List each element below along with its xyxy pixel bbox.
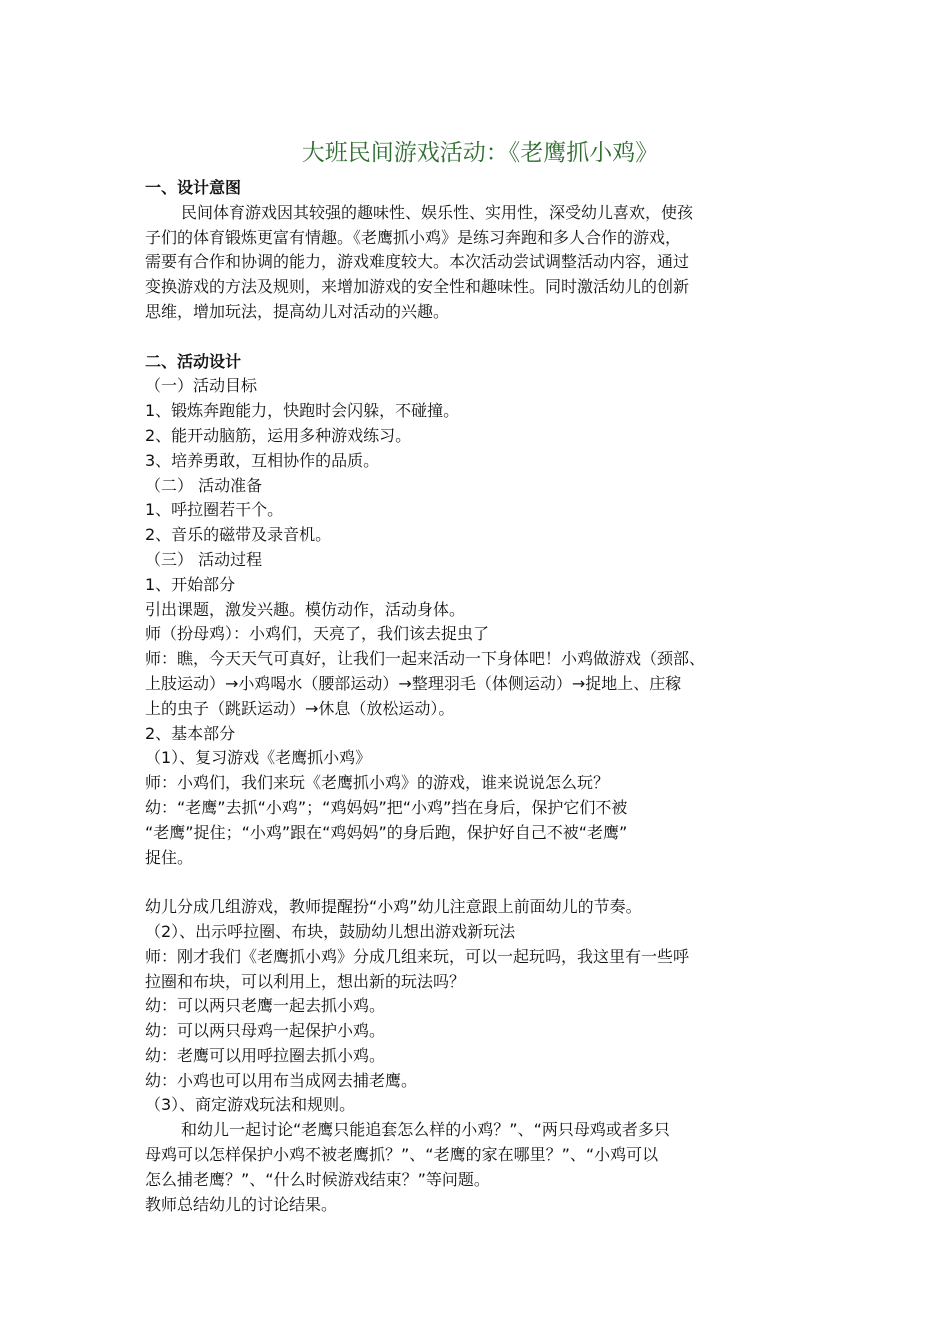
- section-heading-activity-design: 二、活动设计: [145, 351, 242, 371]
- paragraph-line: （1）、复习游戏《老鹰抓小鸡》: [145, 748, 372, 768]
- list-item: 1、呼拉圈若干个。: [145, 500, 284, 520]
- paragraph-line: 幼：“老鹰”去抓“小鸡”；“鸡妈妈”把“小鸡”挡在身后，保护它们不被: [145, 797, 628, 817]
- paragraph-line: 民间体育游戏因其较强的趣味性、娱乐性、实用性，深受幼儿喜欢，使孩: [181, 202, 694, 222]
- subheading-goals: （一）活动目标: [145, 376, 258, 396]
- subheading-process: （三） 活动过程: [145, 549, 263, 569]
- paragraph-line: 幼：可以两只老鹰一起去抓小鸡。: [145, 996, 386, 1016]
- paragraph-line: 师：刚才我们《老鹰抓小鸡》分成几组来玩，可以一起玩吗，我这里有一些呼: [145, 946, 690, 966]
- paragraph-line: 2、基本部分: [145, 723, 236, 743]
- paragraph-line: 幼儿分成几组游戏，教师提醒扮“小鸡”幼儿注意跟上前面幼儿的节奏。: [145, 897, 642, 917]
- list-item: 2、音乐的磁带及录音机。: [145, 525, 332, 545]
- paragraph-line: 师（扮母鸡）：小鸡们，天亮了，我们该去捉虫了: [145, 624, 490, 644]
- page-title: 大班民间游戏活动：《老鹰抓小鸡》: [301, 140, 659, 166]
- subheading-preparation: （二） 活动准备: [145, 475, 263, 495]
- paragraph-line: 子们的体育锻炼更富有情趣。《老鹰抓小鸡》是练习奔跑和多人合作的游戏，: [145, 227, 682, 247]
- list-item: 1、锻炼奔跑能力，快跑时会闪躲，不碰撞。: [145, 401, 460, 421]
- list-item: 2、能开动脑筋，运用多种游戏练习。: [145, 425, 412, 445]
- paragraph-line: 上的虫子（跳跃运动）→休息（放松运动）。: [145, 698, 455, 718]
- paragraph-line: 和幼儿一起讨论“老鹰只能追套怎么样的小鸡？”、“两只母鸡或者多只: [181, 1120, 670, 1140]
- paragraph-line: 教师总结幼儿的讨论结果。: [145, 1194, 338, 1214]
- paragraph-line: 怎么捕老鹰？”、“什么时候游戏结束？”等问题。: [145, 1169, 490, 1189]
- document-page: [145, 136, 815, 1217]
- paragraph-line: 思维，增加玩法，提高幼儿对活动的兴趣。: [145, 301, 450, 321]
- paragraph-line: 拉圈和布块，可以利用上，想出新的玩法吗？: [145, 971, 466, 991]
- paragraph-line: 师：小鸡们，我们来玩《老鹰抓小鸡》的游戏，谁来说说怎么玩？: [145, 773, 610, 793]
- paragraph-line: 幼：可以两只母鸡一起保护小鸡。: [145, 1021, 386, 1041]
- paragraph-line: 变换游戏的方法及规则，来增加游戏的安全性和趣味性。同时激活幼儿的创新: [145, 277, 690, 297]
- paragraph-line: 需要有合作和协调的能力，游戏难度较大。本次活动尝试调整活动内容，通过: [145, 252, 690, 272]
- blank-line: [145, 870, 815, 895]
- paragraph-line: 幼：老鹰可以用呼拉圈去抓小鸡。: [145, 1045, 386, 1065]
- paragraph-line: 引出课题，激发兴趣。模仿动作，活动身体。: [145, 599, 466, 619]
- paragraph-line: 1、开始部分: [145, 574, 236, 594]
- paragraph-line: “老鹰”捉住；“小鸡”跟在“鸡妈妈”的身后跑，保护好自己不被“老鹰”: [145, 822, 628, 842]
- paragraph-line: 幼：小鸡也可以用布当成网去捕老鹰。: [145, 1070, 418, 1090]
- paragraph-line: 上肢运动）→小鸡喝水（腰部运动）→整理羽毛（体侧运动）→捉地上、庄稼: [145, 673, 682, 693]
- paragraph-line: （3）、商定游戏玩法和规则。: [145, 1095, 356, 1115]
- section-heading-design-intent: 一、设计意图: [145, 178, 242, 197]
- list-item: 3、培养勇敢，互相协作的品质。: [145, 450, 380, 470]
- paragraph-line: 师：瞧，今天天气可真好，让我们一起来活动一下身体吧！小鸡做游戏（颈部、: [145, 649, 706, 669]
- paragraph-line: （2）、出示呼拉圈、布块，鼓励幼儿想出游戏新玩法: [145, 921, 516, 941]
- blank-line: [145, 325, 815, 350]
- paragraph-line: 捉住。: [145, 847, 194, 867]
- paragraph-line: 母鸡可以怎样保护小鸡不被老鹰抓？”、“老鹰的家在哪里？”、“小鸡可以: [145, 1145, 659, 1165]
